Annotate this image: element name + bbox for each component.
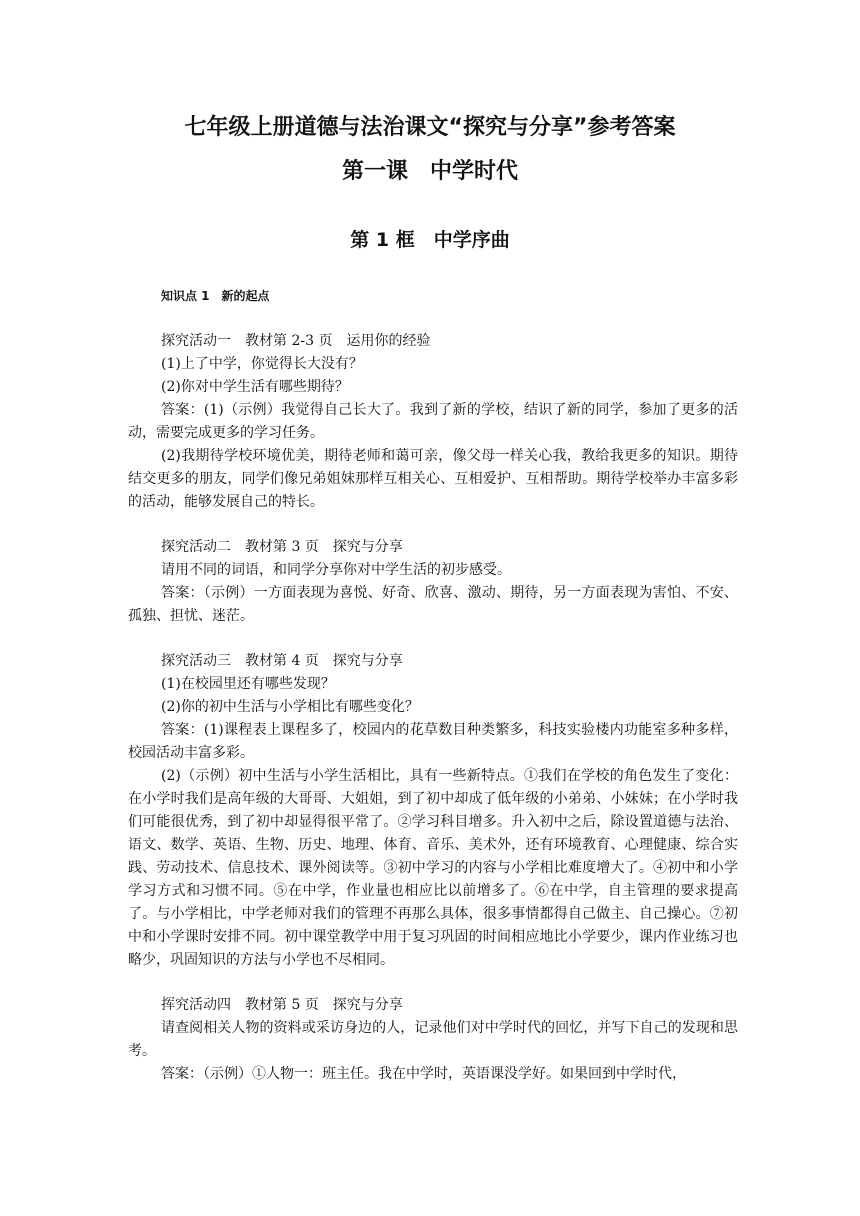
document-title: 七年级上册道德与法治课文“探究与分享”参考答案 — [184, 115, 676, 140]
activity-1-answer-2: (2)我期待学校环境优美，期待老师和蔼可亲，像父母一样关心我，教给我更多的知识。期待结交更多的朋友，同学们像兄弟姐妹那样互相关心、互相爱护、互相帮助。期待学校举办丰富多彩的活动，能够发展自己的特长。 — [128, 448, 738, 510]
activity-3-question-2: (2)你的初中生活与小学相比有哪些变化？ — [161, 699, 419, 715]
activity-4-question-1: 请查阅相关人物的资料或采访身边的人，记录他们对中学时代的回忆，并写下自己的发现和思考。 — [128, 1020, 738, 1059]
frame-title: 第 1 框 中学序曲 — [350, 229, 510, 251]
activity-2-heading: 探究活动二 教材第 3 页 探究与分享 — [161, 539, 403, 555]
knowledge-point-heading: 知识点 1 新的起点 — [161, 289, 270, 303]
activity-3-question-1: (1)在校园里还有哪些发现？ — [161, 676, 335, 692]
section-gap — [128, 972, 738, 994]
activity-1-answer-1: 答案：(1)（示例）我觉得自己长大了。我到了新的学校，结识了新的同学，参加了更多的活动，需要完成更多的学习任务。 — [128, 402, 738, 441]
activity-4-answer-1: 答案：（示例）①人物一：班主任。我在中学时，英语课没学好。如果回到中学时代， — [161, 1066, 686, 1082]
activity-3-answer-2: (2)（示例）初中生活与小学生活相比，具有一些新特点。①我们在学校的角色发生了变化：在小学时我们是高年级的大哥哥、大姐姐，到了初中却成了低年级的小弟弟、小妹妹；在小学时我们可能很优秀，到了初中却显得很平常了。②学习科目增多。升入初中之后，除设置道德与法治、语文、数学、英语、生物、历史、地理、体育、音乐、美术外，还有环境教育、心理健康、综合实践、劳动技术、信息技术、课外阅读等。③初中学习的内容与小学相比难度增大了。④初中和小学学习方式和习惯不同。⑤在中学，作业量也相应比以前增多了。⑥在中学，自主管理的要求提高了。与小学相比，中学老师对我们的管理不再那么具体，很多事情都得自己做主、自己操心。⑦初中和小学课时安排不同。初中课堂教学中用于复习巩固的时间相应地比小学要少，课内作业练习也略少，巩固知识的方法与小学也不尽相同。 — [128, 768, 738, 968]
activity-2-question-1: 请用不同的词语，和同学分享你对中学生活的初步感受。 — [161, 562, 511, 578]
activity-1-question-2: (2)你对中学生活有哪些期待？ — [161, 379, 349, 395]
activity-3-answer-1: 答案：(1)课程表上课程多了，校园内的花草数目种类繁多，科技实验楼内功能室多种多样，校园活动丰富多彩。 — [128, 722, 738, 761]
activity-1-heading: 探究活动一 教材第 2-3 页 运用你的经验 — [161, 333, 431, 349]
lesson-title: 第一课 中学时代 — [341, 159, 518, 184]
section-gap — [128, 514, 738, 536]
activity-4-heading: 挥究活动四 教材第 5 页 探究与分享 — [161, 997, 403, 1013]
section-gap — [128, 628, 738, 650]
activity-2-answer-1: 答案：（示例）一方面表现为喜悦、好奇、欣喜、激动、期待，另一方面表现为害怕、不安、孤独、担忧、迷茫。 — [128, 585, 738, 624]
activity-1-question-1: (1)上了中学，你觉得长大没有？ — [161, 356, 363, 372]
activity-3-heading: 探究活动三 教材第 4 页 探究与分享 — [161, 653, 403, 669]
document-body — [128, 330, 738, 1086]
